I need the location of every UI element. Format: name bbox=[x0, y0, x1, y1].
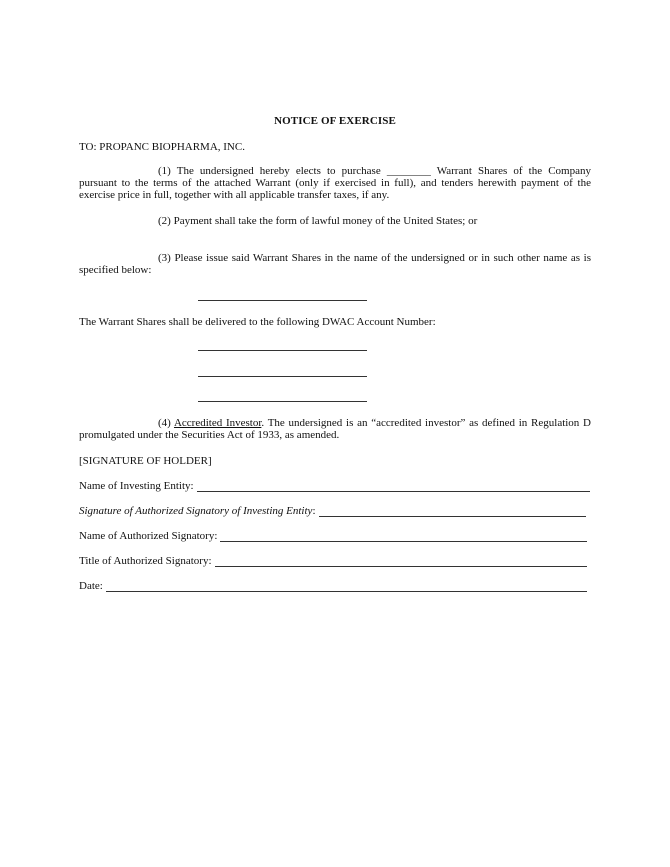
accredited-investor-heading: Accredited Investor bbox=[173, 417, 262, 429]
title-signatory-label: Title of Authorized Signatory: bbox=[79, 555, 212, 567]
investing-entity-line[interactable] bbox=[197, 480, 590, 492]
paragraph-2: (2) Payment shall take the form of lawful money of the United States; or bbox=[158, 215, 478, 227]
investing-entity-label: Name of Investing Entity: bbox=[79, 480, 194, 492]
signature-field[interactable] bbox=[79, 505, 586, 518]
paragraph-4-prefix: (4) bbox=[158, 417, 174, 429]
date-line[interactable] bbox=[106, 580, 587, 592]
name-signatory-field[interactable] bbox=[79, 530, 587, 543]
dwac-line-1[interactable] bbox=[198, 350, 367, 351]
name-line[interactable] bbox=[198, 300, 367, 301]
title-signatory-line[interactable] bbox=[215, 555, 587, 567]
investing-entity-field[interactable] bbox=[79, 480, 590, 493]
addressee-line: TO: PROPANC BIOPHARMA, INC. bbox=[79, 141, 245, 153]
signature-header: [SIGNATURE OF HOLDER] bbox=[79, 455, 212, 467]
date-label: Date: bbox=[79, 580, 103, 592]
dwac-instruction: The Warrant Shares shall be delivered to the following DWAC Account Number: bbox=[79, 316, 436, 328]
name-signatory-line[interactable] bbox=[220, 530, 587, 542]
paragraph-4 bbox=[79, 417, 591, 441]
dwac-line-2[interactable] bbox=[198, 376, 367, 377]
title-signatory-field[interactable] bbox=[79, 555, 587, 568]
signature-line[interactable] bbox=[319, 505, 587, 517]
document-title: NOTICE OF EXERCISE bbox=[274, 115, 396, 127]
paragraph-3: (3) Please issue said Warrant Shares in the name of the undersigned or in such other name as is specified below: bbox=[79, 252, 591, 276]
dwac-line-3[interactable] bbox=[198, 401, 367, 402]
paragraph-1: (1) The undersigned hereby elects to purchase ________ Warrant Shares of the Company pursuant to the terms of the attached Warrant (only if exercised in full), and tenders herewith payment of the exercise price in full, together with all applicable transfer taxes, if any. bbox=[79, 165, 591, 201]
signature-label: Signature of Authorized Signatory of Investing Entity: bbox=[79, 505, 316, 517]
name-signatory-label: Name of Authorized Signatory: bbox=[79, 530, 218, 542]
paragraph-4-text: . The undersigned is an “accredited investor” as defined in Regulation D promulgated under the Securities Act of 1933, as amended. bbox=[79, 417, 591, 441]
date-field[interactable] bbox=[79, 580, 587, 593]
